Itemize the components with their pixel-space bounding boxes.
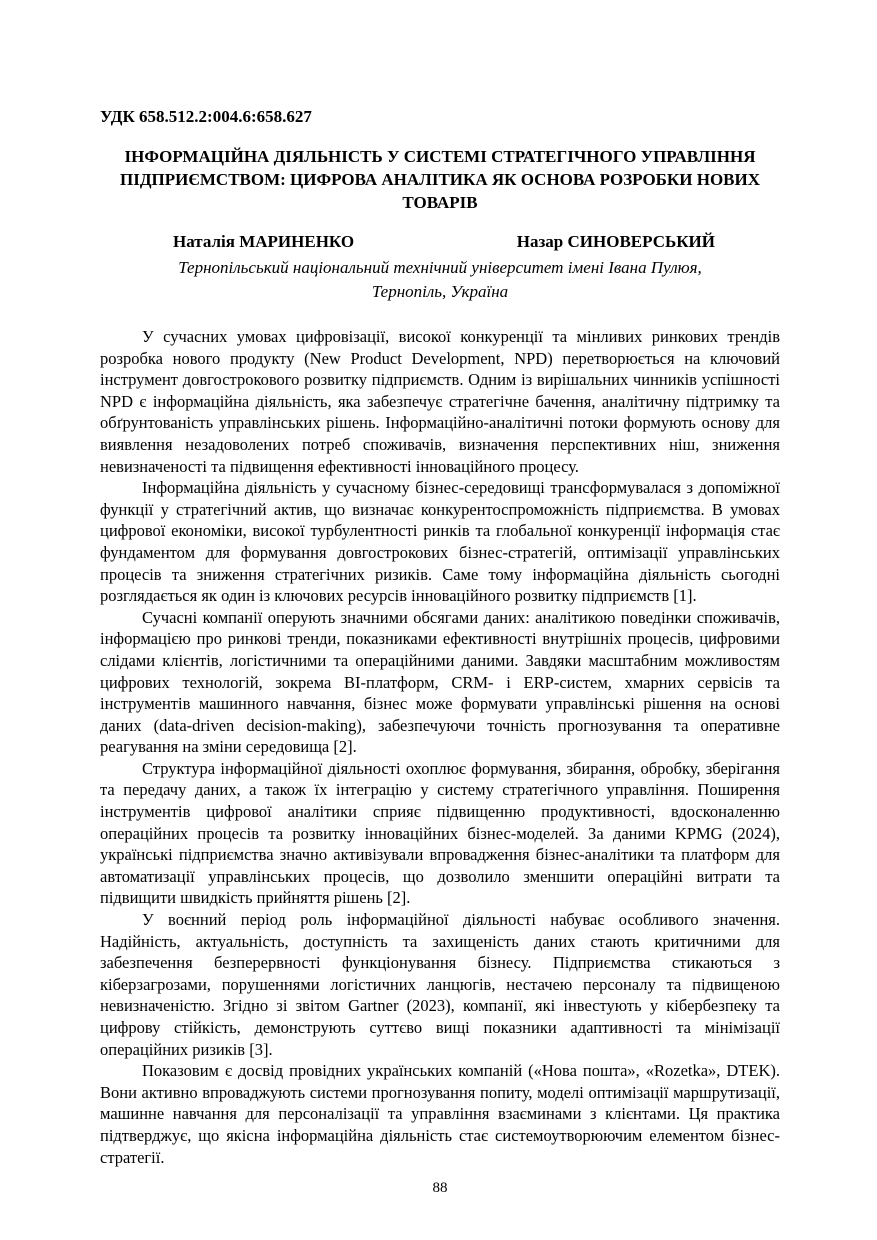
- affiliation-line-2: Тернопіль, Україна: [371, 282, 509, 301]
- article-title-line-2: ПІДПРИЄМСТВОМ: ЦИФРОВА АНАЛІТИКА ЯК ОСНОВА РОЗРОБКИ НОВИХ: [119, 170, 760, 189]
- article-title-line-1: ІНФОРМАЦІЙНА ДІЯЛЬНІСТЬ У СИСТЕМІ СТРАТЕГІЧНОГО УПРАВЛІННЯ: [124, 147, 756, 166]
- paragraph-3: Сучасні компанії оперують значними обсягами даних: аналітикою поведінки споживачів, інформацією про ринкові тренди, показниками ефективності внутрішніх процесів, цифровими слідами клієнтів, логістичними та операційними даними. Завдяки масштабним можливостям цифрових технологій, зокрема BI-платформ, CRM- і ERP-систем, хмарних сервісів та інструментів машинного навчання, бізнес може формувати управлінські рішення на основі даних (data-driven decision-making), забезпечуючи точність прогнозування та оперативне реагування на зміни середовища [2].: [100, 607, 780, 757]
- paragraph-2: Інформаційна діяльність у сучасному бізнес-середовищі трансформувалася з допоміжної функції у стратегічний актив, що визначає конкурентоспроможність підприємства. В умовах цифрової економіки, високої турбулентності ринків та глобальної конкуренції інформація стає фундаментом для формування довгострокових бізнес-стратегій, оптимізації управлінських процесів та зниження стратегічних ризиків. Саме тому інформаційна діяльність сьогодні розглядається як один із ключових ресурсів інноваційного розвитку підприємств [1].: [100, 478, 780, 606]
- author-name-first: Наталія МАРИНЕНКО: [173, 232, 355, 251]
- paragraph-4: Структура інформаційної діяльності охоплює формування, збирання, обробку, зберігання та передачу даних, а також їх інтеграцію у систему стратегічного управління. Поширення інструментів цифрової аналітики сприяє підвищенню продуктивності, вдосконаленню операційних процесів та розвитку інноваційних бізнес-моделей. За даними KPMG (2024), українські підприємства значно активізували впровадження бізнес-аналітики та платформ для автоматизації управлінських процесів, що дозволило зменшити операційні витрати та підвищити швидкість прийняття рішень [2].: [100, 758, 780, 908]
- authors-row: [100, 231, 780, 253]
- affiliation: [100, 256, 780, 304]
- page-number: 88: [432, 1180, 448, 1197]
- author-name-second: Назар СИНОВЕРСЬКИЙ: [516, 232, 715, 251]
- paragraph-6: Показовим є досвід провідних українських компаній («Нова пошта», «Rozetka», DTEK). Вони активно впроваджують системи прогнозування попиту, моделі оптимізації маршрутизації, машинне навчання для персоналізації та управління взаєминами з клієнтами. Ця практика підтверджує, що якісна інформаційна діяльність стає системоутворюючим елементом бізнес-стратегії.: [100, 1061, 780, 1167]
- article-body: [100, 326, 780, 1168]
- article-title: [100, 145, 780, 214]
- udc-code: УДК 658.512.2:004.6:658.627: [100, 107, 312, 126]
- page-content: [100, 107, 780, 1197]
- affiliation-line-1: Тернопільський національний технічний університет імені Івана Пулюя,: [178, 258, 702, 277]
- article-title-line-3: ТОВАРІВ: [402, 193, 478, 212]
- paragraph-5: У воєнний період роль інформаційної діяльності набуває особливого значення. Надійність, актуальність, доступність та захищеність даних стають критичними для забезпечення безперервності функціонування бізнесу. Підприємства стикаються з кіберзагрозами, порушеннями логістичних ланцюгів, нестачею персоналу та підвищеною невизначеністю. Згідно зі звітом Gartner (2023), компанії, які інвестують у кібербезпеку та цифрову стійкість, демонструють суттєво вищі показники адаптивності та мінімізації операційних ризиків [3].: [100, 910, 780, 1059]
- paragraph-1: У сучасних умовах цифровізації, високої конкуренції та мінливих ринкових трендів розробка нового продукту (New Product Development, NPD) перетворюється на ключовий інструмент довгострокового розвитку підприємств. Одним із вирішальних чинників успішності NPD є інформаційна діяльність, яка забезпечує стратегічне бачення, аналітичну підтримку та обґрунтованість управлінських рішень. Інформаційно-аналітичні потоки формують основу для виявлення незадоволених потреб споживачів, визначення перспективних ніш, зниження невизначеності та підвищення ефективності інноваційного процесу.: [100, 327, 780, 476]
